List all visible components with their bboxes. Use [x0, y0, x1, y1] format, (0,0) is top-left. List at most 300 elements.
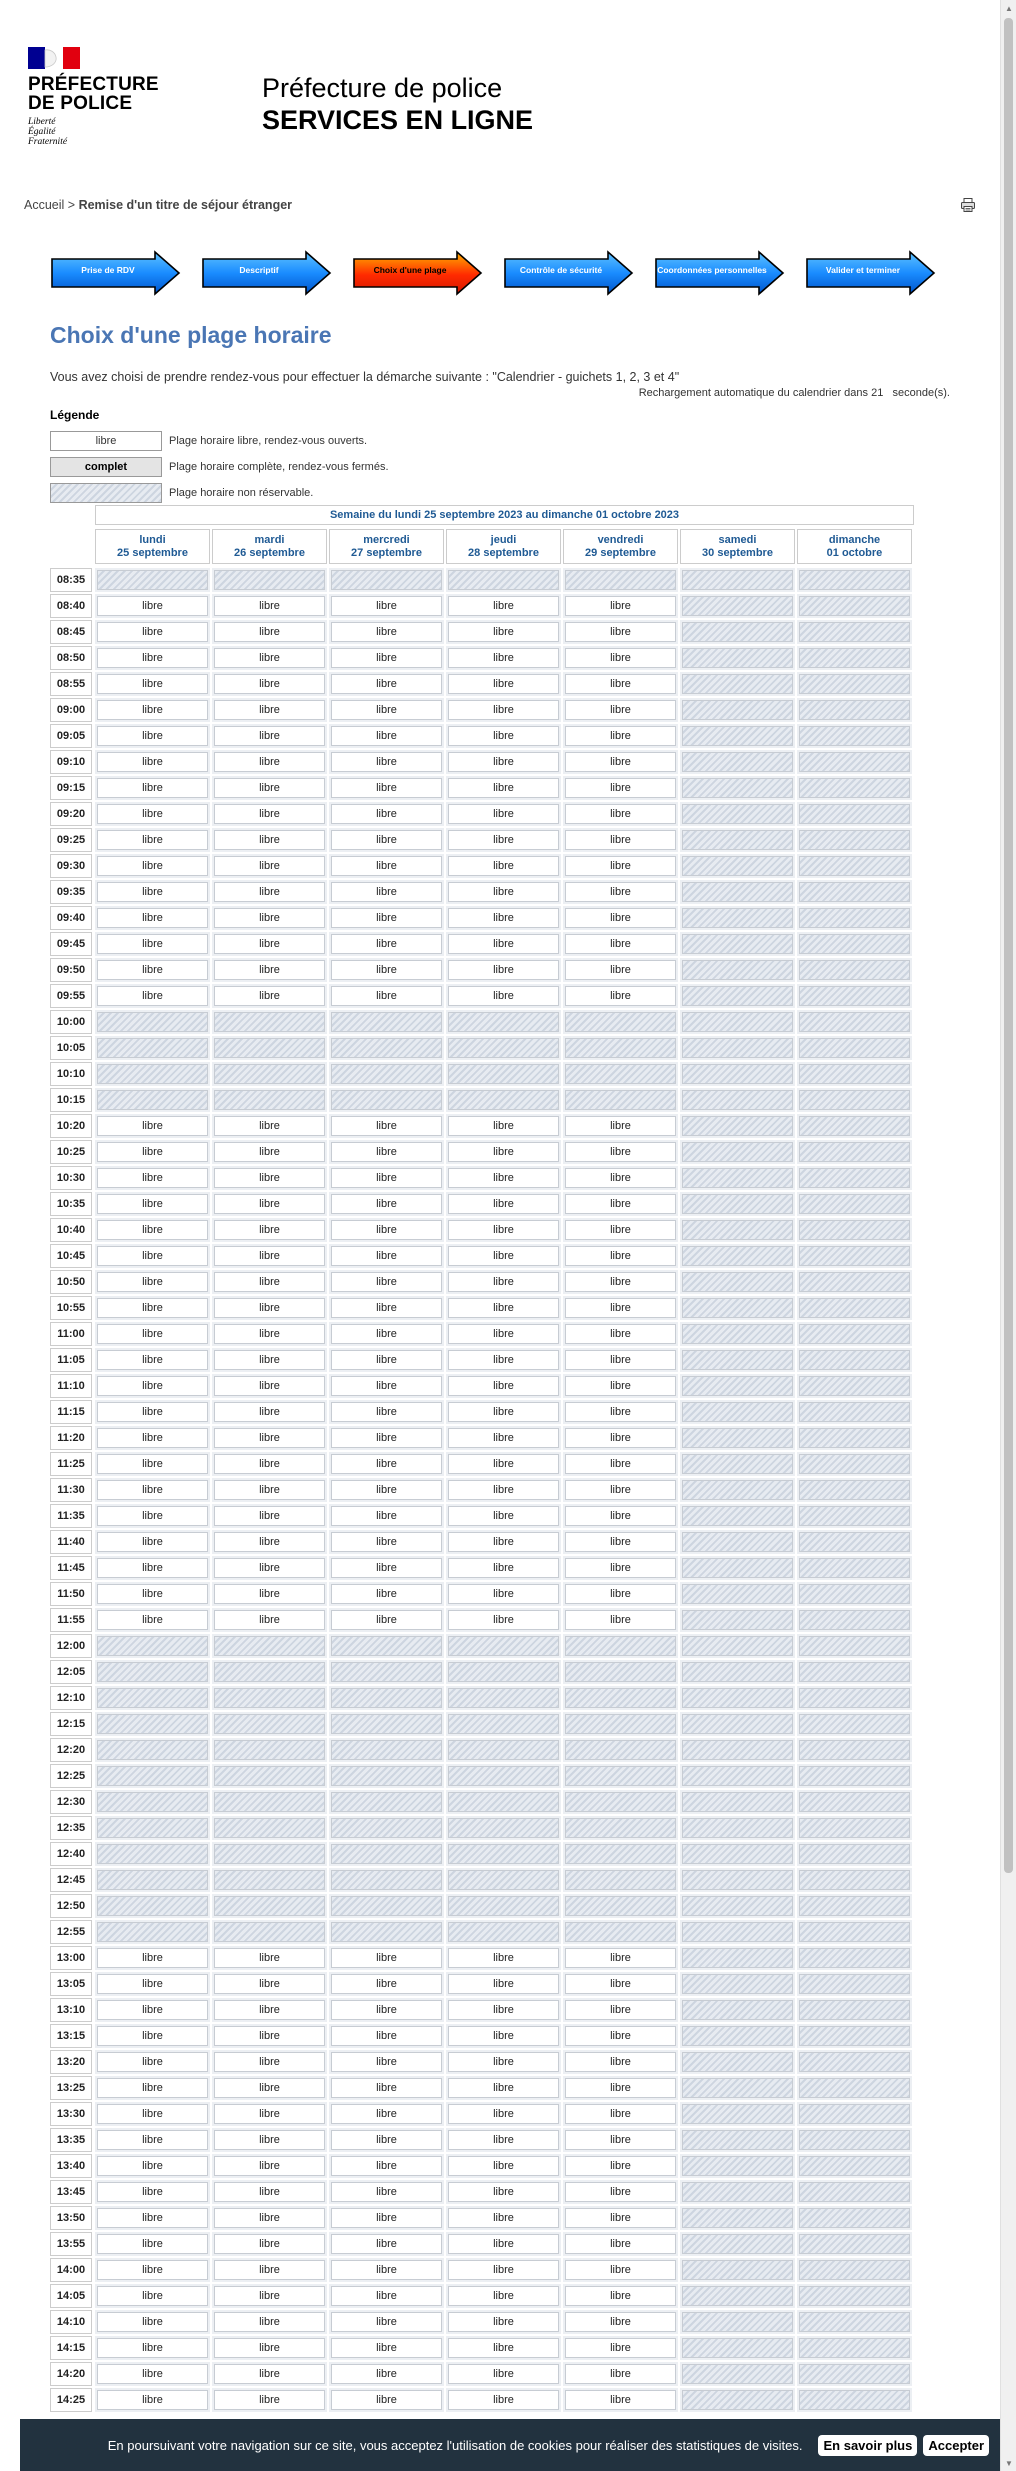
slot-libre[interactable]: libre: [563, 1608, 678, 1632]
time-label: 09:35: [50, 880, 92, 904]
slot-libre[interactable]: libre: [329, 2180, 444, 2204]
slot-libre[interactable]: libre: [95, 1504, 210, 1528]
slot-libre[interactable]: libre: [95, 776, 210, 800]
slot-libre[interactable]: libre: [329, 906, 444, 930]
slot-libre[interactable]: libre: [95, 646, 210, 670]
slot-libre[interactable]: libre: [95, 2232, 210, 2256]
step-coordonnees-personnelles[interactable]: [654, 250, 785, 296]
slot-libre[interactable]: libre: [446, 1478, 561, 1502]
slot-libre[interactable]: libre: [212, 958, 327, 982]
step-controle-de-securite[interactable]: [503, 250, 634, 296]
slot-libre[interactable]: libre: [563, 984, 678, 1008]
slot-libre[interactable]: libre: [212, 1478, 327, 1502]
slot-libre[interactable]: libre: [446, 2154, 561, 2178]
slot-libre[interactable]: libre: [212, 2284, 327, 2308]
slot-libre[interactable]: libre: [95, 1478, 210, 1502]
slot-libre[interactable]: libre: [212, 2050, 327, 2074]
slot-libre[interactable]: libre: [329, 672, 444, 696]
slot-libre[interactable]: libre: [446, 1166, 561, 1190]
slot-libre[interactable]: libre: [95, 2128, 210, 2152]
slot-libre[interactable]: libre: [329, 828, 444, 852]
slot-libre[interactable]: libre: [212, 1114, 327, 1138]
slot-libre[interactable]: libre: [212, 2128, 327, 2152]
slot-libre[interactable]: libre: [446, 724, 561, 748]
slot-libre[interactable]: libre: [212, 2076, 327, 2100]
slot-libre[interactable]: libre: [446, 620, 561, 644]
slot-libre[interactable]: libre: [329, 2076, 444, 2100]
slot-libre[interactable]: libre: [329, 1504, 444, 1528]
slot-libre[interactable]: libre: [329, 1400, 444, 1424]
time-label: 09:05: [50, 724, 92, 748]
slot-libre[interactable]: libre: [446, 2180, 561, 2204]
slot-libre[interactable]: libre: [563, 1374, 678, 1398]
slot-libre[interactable]: libre: [446, 2076, 561, 2100]
breadcrumb-home-link[interactable]: Accueil: [24, 198, 65, 212]
slot-libre[interactable]: libre: [95, 1530, 210, 1554]
slot-libre[interactable]: libre: [446, 1296, 561, 1320]
slot-libre[interactable]: libre: [563, 2362, 678, 2386]
slot-libre[interactable]: libre: [329, 1218, 444, 1242]
slot-libre[interactable]: libre: [446, 1140, 561, 1164]
slot-libre[interactable]: libre: [446, 1400, 561, 1424]
slot-libre[interactable]: libre: [329, 1244, 444, 1268]
slot-libre[interactable]: libre: [329, 1192, 444, 1216]
slot-libre[interactable]: libre: [563, 1166, 678, 1190]
slot-libre[interactable]: libre: [446, 2206, 561, 2230]
slot-libre[interactable]: libre: [212, 1374, 327, 1398]
slot-libre[interactable]: libre: [329, 2102, 444, 2126]
slot-libre[interactable]: libre: [329, 2024, 444, 2048]
slot-libre[interactable]: libre: [563, 1504, 678, 1528]
slot-libre[interactable]: libre: [563, 1192, 678, 1216]
slot-libre[interactable]: libre: [95, 1244, 210, 1268]
slot-libre[interactable]: libre: [95, 1166, 210, 1190]
page-scrollbar[interactable]: [1000, 0, 1016, 2471]
slot-libre[interactable]: libre: [329, 1374, 444, 1398]
slot-libre[interactable]: libre: [563, 1556, 678, 1580]
slot-unavailable: [797, 958, 912, 982]
slot-libre[interactable]: libre: [95, 1114, 210, 1138]
slot-libre[interactable]: libre: [212, 1270, 327, 1294]
slot-libre[interactable]: libre: [212, 2024, 327, 2048]
slot-libre[interactable]: libre: [329, 854, 444, 878]
slot-libre[interactable]: libre: [329, 620, 444, 644]
slot-libre[interactable]: libre: [212, 1348, 327, 1372]
slot-libre[interactable]: libre: [563, 1530, 678, 1554]
slot-libre[interactable]: libre: [212, 1504, 327, 1528]
slot-libre[interactable]: libre: [95, 724, 210, 748]
slot-libre[interactable]: libre: [212, 828, 327, 852]
slot-libre[interactable]: libre: [95, 1582, 210, 1606]
slot-libre[interactable]: libre: [212, 2310, 327, 2334]
slot-libre[interactable]: libre: [95, 1218, 210, 1242]
slot-libre[interactable]: libre: [329, 1582, 444, 1606]
slot-libre[interactable]: libre: [446, 1192, 561, 1216]
slot-libre[interactable]: libre: [563, 594, 678, 618]
slot-libre[interactable]: libre: [563, 1348, 678, 1372]
slot-libre[interactable]: libre: [446, 2362, 561, 2386]
slot-libre[interactable]: libre: [446, 1946, 561, 1970]
slot-libre[interactable]: libre: [563, 620, 678, 644]
slot-libre[interactable]: libre: [95, 2258, 210, 2282]
slot-libre[interactable]: libre: [563, 932, 678, 956]
slot-libre[interactable]: libre: [563, 802, 678, 826]
slot-libre[interactable]: libre: [563, 1270, 678, 1294]
slot-libre[interactable]: libre: [563, 698, 678, 722]
slot-libre[interactable]: libre: [329, 1946, 444, 1970]
slot-libre[interactable]: libre: [95, 750, 210, 774]
slot-libre[interactable]: libre: [563, 2284, 678, 2308]
slot-libre[interactable]: libre: [212, 750, 327, 774]
slot-libre[interactable]: libre: [446, 932, 561, 956]
slot-libre[interactable]: libre: [95, 1374, 210, 1398]
slot-libre[interactable]: libre: [563, 1296, 678, 1320]
slot-libre[interactable]: libre: [212, 2232, 327, 2256]
slot-libre[interactable]: libre: [95, 1608, 210, 1632]
slot-libre[interactable]: libre: [212, 724, 327, 748]
slot-libre[interactable]: libre: [329, 802, 444, 826]
slot-libre[interactable]: libre: [446, 984, 561, 1008]
slot-libre[interactable]: libre: [446, 802, 561, 826]
slot-libre[interactable]: libre: [212, 672, 327, 696]
slot-libre[interactable]: libre: [95, 958, 210, 982]
slot-libre[interactable]: libre: [95, 1140, 210, 1164]
slot-libre[interactable]: libre: [95, 802, 210, 826]
slot-row: [50, 802, 914, 826]
slot-libre[interactable]: libre: [446, 594, 561, 618]
slot-libre[interactable]: libre: [95, 1998, 210, 2022]
slot-libre[interactable]: libre: [212, 1556, 327, 1580]
slot-libre[interactable]: libre: [212, 1166, 327, 1190]
scrollbar-thumb[interactable]: [1004, 18, 1013, 1873]
slot-libre[interactable]: libre: [563, 2050, 678, 2074]
slot-libre[interactable]: libre: [329, 2336, 444, 2360]
scroll-up-icon[interactable]: ▲: [1005, 3, 1013, 13]
slot-unavailable: [329, 1920, 444, 1944]
slot-libre[interactable]: libre: [329, 1296, 444, 1320]
slot-libre[interactable]: libre: [95, 2284, 210, 2308]
slot-libre[interactable]: libre: [563, 646, 678, 670]
slot-libre[interactable]: libre: [212, 594, 327, 618]
slot-libre[interactable]: libre: [212, 1218, 327, 1242]
slot-libre[interactable]: libre: [329, 1530, 444, 1554]
slot-unavailable: [797, 1244, 912, 1268]
slot-libre[interactable]: libre: [212, 698, 327, 722]
slot-libre[interactable]: libre: [329, 984, 444, 1008]
slot-libre[interactable]: libre: [95, 2154, 210, 2178]
slot-libre[interactable]: libre: [212, 2206, 327, 2230]
slot-libre[interactable]: libre: [446, 1114, 561, 1138]
slot-libre[interactable]: libre: [329, 958, 444, 982]
slot-libre[interactable]: libre: [563, 1244, 678, 1268]
slot-libre[interactable]: libre: [329, 1972, 444, 1996]
slot-libre[interactable]: libre: [563, 2310, 678, 2334]
slot-libre[interactable]: libre: [446, 1530, 561, 1554]
slot-libre[interactable]: libre: [329, 646, 444, 670]
slot-libre[interactable]: libre: [329, 2232, 444, 2256]
slot-libre[interactable]: libre: [95, 2206, 210, 2230]
slot-libre[interactable]: libre: [329, 2128, 444, 2152]
slot-libre[interactable]: libre: [563, 1400, 678, 1424]
prefecture-logo[interactable]: [28, 47, 158, 147]
slot-libre[interactable]: libre: [329, 776, 444, 800]
step-descriptif[interactable]: [201, 250, 332, 296]
slot-libre[interactable]: libre: [563, 672, 678, 696]
slot-libre[interactable]: libre: [446, 2102, 561, 2126]
slot-libre[interactable]: libre: [95, 620, 210, 644]
slot-libre[interactable]: libre: [563, 1452, 678, 1476]
slot-libre[interactable]: libre: [95, 1946, 210, 1970]
slot-libre[interactable]: libre: [212, 2388, 327, 2412]
slot-libre[interactable]: libre: [563, 1322, 678, 1346]
slot-libre[interactable]: libre: [212, 1400, 327, 1424]
slot-libre[interactable]: libre: [446, 776, 561, 800]
cookie-accept-button[interactable]: Accepter: [923, 2435, 989, 2456]
slot-libre[interactable]: libre: [446, 1218, 561, 1242]
slot-libre[interactable]: libre: [95, 1348, 210, 1372]
slot-libre[interactable]: libre: [95, 1400, 210, 1424]
slot-libre[interactable]: libre: [95, 1452, 210, 1476]
slot-libre[interactable]: libre: [95, 1322, 210, 1346]
slot-libre[interactable]: libre: [95, 1192, 210, 1216]
slot-libre[interactable]: libre: [95, 2076, 210, 2100]
slot-libre[interactable]: libre: [329, 2388, 444, 2412]
slot-libre[interactable]: libre: [563, 958, 678, 982]
slot-libre[interactable]: libre: [95, 1296, 210, 1320]
slot-unavailable: [797, 1166, 912, 1190]
slot-libre[interactable]: libre: [446, 698, 561, 722]
slot-libre[interactable]: libre: [212, 1426, 327, 1450]
slot-libre[interactable]: libre: [446, 1608, 561, 1632]
slot-libre[interactable]: libre: [95, 2024, 210, 2048]
slot-libre[interactable]: libre: [563, 1972, 678, 1996]
slot-libre[interactable]: libre: [446, 2232, 561, 2256]
slot-libre[interactable]: libre: [212, 1452, 327, 1476]
slot-libre[interactable]: libre: [95, 1270, 210, 1294]
slot-libre[interactable]: libre: [446, 880, 561, 904]
slot-libre[interactable]: libre: [563, 2258, 678, 2282]
slot-libre[interactable]: libre: [329, 1140, 444, 1164]
slot-libre[interactable]: libre: [212, 620, 327, 644]
slot-libre[interactable]: libre: [212, 1192, 327, 1216]
step-valider-et-terminer[interactable]: [805, 250, 936, 296]
slot-libre[interactable]: libre: [212, 646, 327, 670]
printer-icon[interactable]: [960, 197, 976, 213]
time-label: 11:50: [50, 1582, 92, 1606]
slot-libre[interactable]: libre: [446, 2310, 561, 2334]
slot-libre[interactable]: libre: [95, 906, 210, 930]
slot-libre[interactable]: libre: [563, 1426, 678, 1450]
time-label: 09:15: [50, 776, 92, 800]
slot-libre[interactable]: libre: [212, 1998, 327, 2022]
slot-libre[interactable]: libre: [563, 1582, 678, 1606]
slot-libre[interactable]: libre: [329, 2154, 444, 2178]
slot-libre[interactable]: libre: [95, 2310, 210, 2334]
slot-libre[interactable]: libre: [563, 2024, 678, 2048]
slot-libre[interactable]: libre: [563, 854, 678, 878]
slot-libre[interactable]: libre: [446, 1556, 561, 1580]
slot-libre[interactable]: libre: [212, 984, 327, 1008]
slot-libre[interactable]: libre: [563, 1114, 678, 1138]
slot-libre[interactable]: libre: [446, 1374, 561, 1398]
slot-libre[interactable]: libre: [329, 2362, 444, 2386]
slot-libre[interactable]: libre: [329, 1426, 444, 1450]
slot-libre[interactable]: libre: [329, 724, 444, 748]
slot-libre[interactable]: libre: [446, 2388, 561, 2412]
slot-libre[interactable]: libre: [329, 1270, 444, 1294]
slot-libre[interactable]: libre: [212, 1972, 327, 1996]
slot-libre[interactable]: libre: [446, 906, 561, 930]
slot-libre[interactable]: libre: [446, 2284, 561, 2308]
slot-libre[interactable]: libre: [563, 1998, 678, 2022]
scroll-down-icon[interactable]: ▼: [1005, 2458, 1013, 2468]
slot-libre[interactable]: libre: [329, 2284, 444, 2308]
slot-libre[interactable]: libre: [212, 1946, 327, 1970]
step-prise-de-rdv[interactable]: [50, 250, 181, 296]
slot-libre[interactable]: libre: [563, 1478, 678, 1502]
slot-libre[interactable]: libre: [563, 2154, 678, 2178]
slot-row: [50, 1452, 914, 1476]
slot-libre[interactable]: libre: [329, 880, 444, 904]
slot-libre[interactable]: libre: [563, 2388, 678, 2412]
slot-libre[interactable]: libre: [95, 854, 210, 878]
slot-libre[interactable]: libre: [563, 2206, 678, 2230]
slot-libre[interactable]: libre: [446, 2024, 561, 2048]
slot-libre[interactable]: libre: [563, 776, 678, 800]
slot-libre[interactable]: libre: [563, 906, 678, 930]
slot-libre[interactable]: libre: [95, 984, 210, 1008]
slot-libre[interactable]: libre: [95, 2362, 210, 2386]
slot-libre[interactable]: libre: [329, 1556, 444, 1580]
slot-libre[interactable]: libre: [95, 880, 210, 904]
slot-libre[interactable]: libre: [212, 932, 327, 956]
slot-libre[interactable]: libre: [446, 1452, 561, 1476]
slot-libre[interactable]: libre: [212, 1322, 327, 1346]
slot-libre[interactable]: libre: [212, 1582, 327, 1606]
slot-libre[interactable]: libre: [446, 1348, 561, 1372]
slot-libre[interactable]: libre: [212, 2180, 327, 2204]
slot-libre[interactable]: libre: [212, 802, 327, 826]
slot-libre[interactable]: libre: [446, 1270, 561, 1294]
slot-libre[interactable]: libre: [446, 1322, 561, 1346]
slot-libre[interactable]: libre: [212, 776, 327, 800]
slot-libre[interactable]: libre: [329, 2258, 444, 2282]
slot-libre[interactable]: libre: [212, 2336, 327, 2360]
slot-libre[interactable]: libre: [563, 2076, 678, 2100]
slot-libre[interactable]: libre: [563, 880, 678, 904]
slot-unavailable: [797, 620, 912, 644]
cookie-more-button[interactable]: En savoir plus: [818, 2435, 917, 2456]
slot-libre[interactable]: libre: [212, 1140, 327, 1164]
slot-libre[interactable]: libre: [446, 1244, 561, 1268]
slot-libre[interactable]: libre: [329, 698, 444, 722]
slot-libre[interactable]: libre: [95, 828, 210, 852]
slot-libre[interactable]: libre: [446, 1582, 561, 1606]
slot-libre[interactable]: libre: [212, 906, 327, 930]
slot-libre[interactable]: libre: [95, 1556, 210, 1580]
slot-libre[interactable]: libre: [95, 2180, 210, 2204]
slot-libre[interactable]: libre: [563, 2180, 678, 2204]
slot-libre[interactable]: libre: [446, 672, 561, 696]
slot-libre[interactable]: libre: [95, 698, 210, 722]
slot-libre[interactable]: libre: [212, 2154, 327, 2178]
slot-libre[interactable]: libre: [95, 2336, 210, 2360]
slot-libre[interactable]: libre: [563, 2102, 678, 2126]
slot-libre[interactable]: libre: [329, 1166, 444, 1190]
slot-libre[interactable]: libre: [212, 1608, 327, 1632]
slot-libre[interactable]: libre: [329, 1998, 444, 2022]
slot-libre[interactable]: libre: [95, 1972, 210, 1996]
slot-libre[interactable]: libre: [212, 1244, 327, 1268]
slot-libre[interactable]: libre: [563, 750, 678, 774]
slot-libre[interactable]: libre: [212, 880, 327, 904]
slot-libre[interactable]: libre: [563, 828, 678, 852]
slot-libre[interactable]: libre: [329, 750, 444, 774]
slot-libre[interactable]: libre: [95, 1426, 210, 1450]
slot-libre[interactable]: libre: [212, 2362, 327, 2386]
slot-libre[interactable]: libre: [95, 2102, 210, 2126]
step-choix-d-une-plage[interactable]: [352, 250, 483, 296]
slot-libre[interactable]: libre: [329, 2206, 444, 2230]
slot-libre[interactable]: libre: [212, 1296, 327, 1320]
slot-libre[interactable]: libre: [329, 932, 444, 956]
slot-libre[interactable]: libre: [212, 2258, 327, 2282]
slot-libre[interactable]: libre: [329, 2050, 444, 2074]
slot-libre[interactable]: libre: [95, 2388, 210, 2412]
slot-libre[interactable]: libre: [446, 1998, 561, 2022]
slot-libre[interactable]: libre: [212, 1530, 327, 1554]
slot-libre[interactable]: libre: [446, 646, 561, 670]
slot-libre[interactable]: libre: [446, 828, 561, 852]
slot-libre[interactable]: libre: [329, 594, 444, 618]
slot-libre[interactable]: libre: [563, 2128, 678, 2152]
slot-libre[interactable]: libre: [563, 2336, 678, 2360]
slot-libre[interactable]: libre: [95, 594, 210, 618]
slot-libre[interactable]: libre: [446, 750, 561, 774]
slot-row: [50, 1972, 914, 1996]
slot-libre[interactable]: libre: [329, 1322, 444, 1346]
slot-libre[interactable]: libre: [329, 1452, 444, 1476]
slot-libre[interactable]: libre: [563, 2232, 678, 2256]
slot-libre[interactable]: libre: [446, 1972, 561, 1996]
slot-libre[interactable]: libre: [95, 2050, 210, 2074]
slot-row: [50, 958, 914, 982]
slot-libre[interactable]: libre: [212, 2102, 327, 2126]
slot-libre[interactable]: libre: [329, 1608, 444, 1632]
slot-unavailable: [797, 2024, 912, 2048]
slot-libre[interactable]: libre: [446, 854, 561, 878]
slot-libre[interactable]: libre: [95, 932, 210, 956]
slot-libre[interactable]: libre: [563, 1946, 678, 1970]
slot-libre[interactable]: libre: [446, 958, 561, 982]
slot-libre[interactable]: libre: [446, 1426, 561, 1450]
slot-libre[interactable]: libre: [446, 2258, 561, 2282]
slot-libre[interactable]: libre: [212, 854, 327, 878]
slot-libre[interactable]: libre: [446, 2128, 561, 2152]
slot-libre[interactable]: libre: [446, 2336, 561, 2360]
slot-libre[interactable]: libre: [329, 2310, 444, 2334]
time-label: 08:55: [50, 672, 92, 696]
slot-libre[interactable]: libre: [563, 724, 678, 748]
slot-libre[interactable]: libre: [329, 1348, 444, 1372]
slot-libre[interactable]: libre: [95, 672, 210, 696]
slot-libre[interactable]: libre: [446, 1504, 561, 1528]
slot-libre[interactable]: libre: [329, 1478, 444, 1502]
slot-libre[interactable]: libre: [446, 2050, 561, 2074]
slot-libre[interactable]: libre: [563, 1218, 678, 1242]
slot-libre[interactable]: libre: [563, 1140, 678, 1164]
slot-libre[interactable]: libre: [329, 1114, 444, 1138]
